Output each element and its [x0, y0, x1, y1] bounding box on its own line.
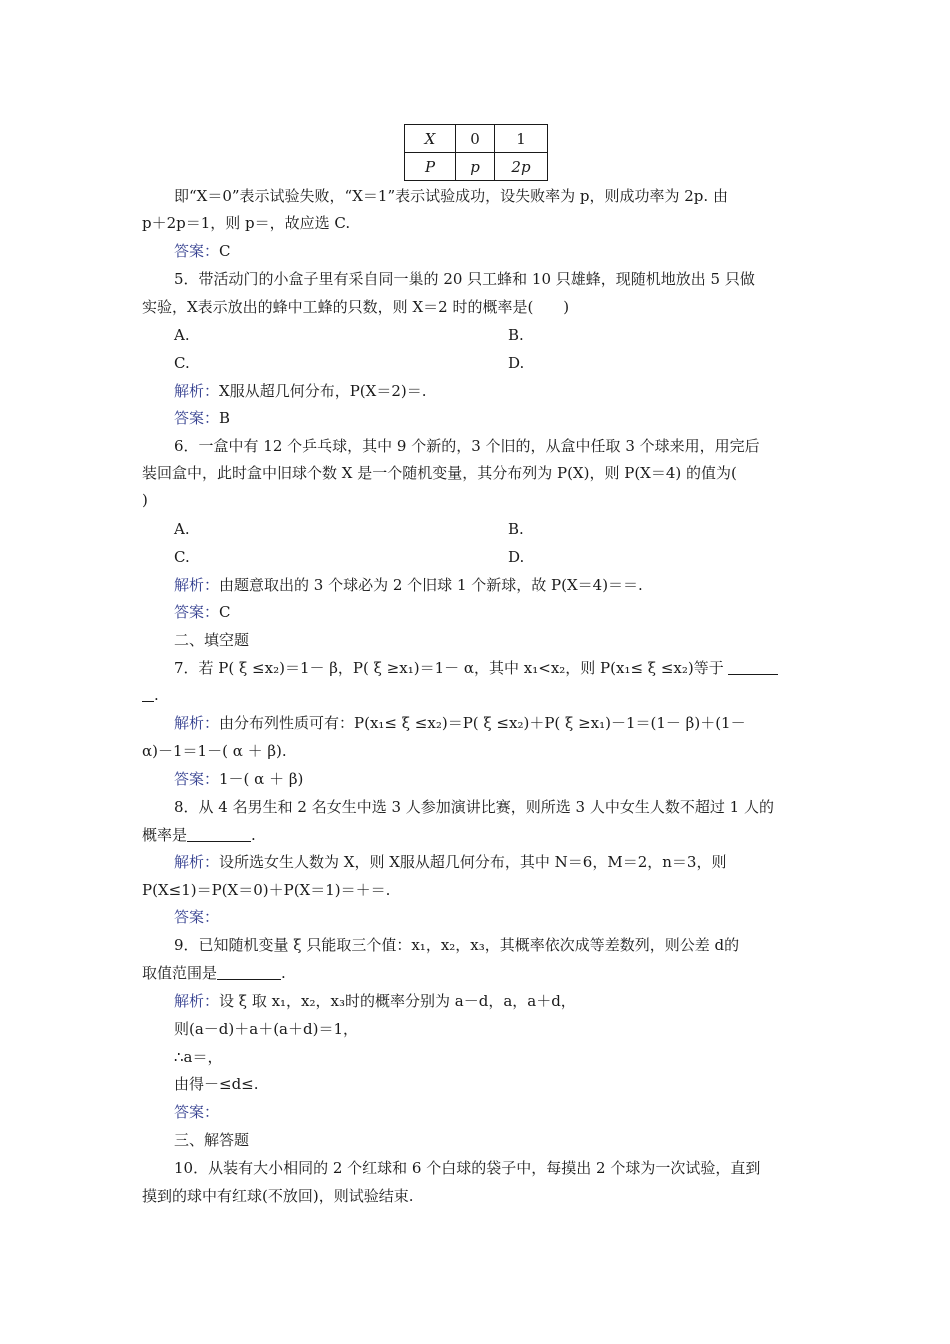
- answer-blank: [728, 660, 778, 675]
- analysis-text: 设 ξ 取 x₁，x₂，x₃时的概率分别为 a－d，a，a＋d，: [219, 992, 576, 1010]
- q5-option-a: A.: [174, 326, 190, 344]
- q7-analysis-line-1: [174, 713, 746, 733]
- table-cell: 0: [456, 125, 495, 153]
- answer-blank: [217, 965, 281, 980]
- q6-option-d: D.: [508, 548, 525, 566]
- q6-analysis: [174, 575, 643, 595]
- q9-analysis-line-3: ∴a＝，: [174, 1048, 223, 1066]
- q9-analysis-line-4: 由得－≤d≤.: [174, 1075, 259, 1093]
- q8-stem-line-2: [142, 825, 256, 845]
- analysis-text: 设所选女生人数为 X，则 X服从超几何分布，其中 N＝6，M＝2，n＝3，则: [219, 853, 727, 871]
- answer-value: 1－( α ＋ β): [219, 770, 304, 788]
- q8-stem-tail: .: [251, 826, 256, 844]
- q10-stem-line-2: 摸到的球中有红球(不放回)，则试验结束.: [142, 1187, 414, 1205]
- q9-stem-tail: .: [281, 964, 286, 982]
- q6-option-b: B.: [508, 520, 524, 538]
- q7-stem-tail: .: [154, 686, 159, 704]
- q5-analysis: [174, 381, 426, 401]
- q9-analysis-line-1: [174, 991, 576, 1011]
- answer-label: 答案：: [174, 242, 220, 260]
- q7-answer: [174, 769, 303, 789]
- q8-stem-line-1: 8．从 4 名男生和 2 名女生中选 3 人参加演讲比赛，则所选 3 人中女生人数不超过 1 人的: [174, 798, 774, 816]
- q4-text-line-1: 即“X＝0”表示试验失败，“X＝1”表示试验成功，设失败率为 p，则成功率为 2p. 由: [174, 187, 728, 205]
- table-cell: X: [405, 125, 456, 153]
- q5-option-b: B.: [508, 326, 524, 344]
- table-cell: P: [405, 153, 456, 181]
- analysis-label: 解析：: [174, 992, 220, 1010]
- q5-stem-line-2: 实验，X表示放出的蜂中工蜂的只数，则 X＝2 时的概率是( ): [142, 298, 570, 316]
- analysis-label: 解析：: [174, 714, 220, 732]
- answer-value: C: [219, 242, 231, 260]
- table-row: [405, 153, 548, 181]
- q7-stem-text: 7．若 P( ξ ≤x₂)＝1－ β，P( ξ ≥x₁)＝1－ α，其中 x₁<x₂，则 P(x₁≤ ξ ≤x₂)等于: [174, 659, 724, 677]
- q4-text-line-2: p＋2p＝1，则 p＝，故应选 C.: [142, 214, 351, 232]
- answer-blank: [187, 827, 251, 842]
- analysis-text: 由题意取出的 3 个球必为 2 个旧球 1 个新球，故 P(X＝4)＝＝.: [219, 576, 643, 594]
- distribution-table: [404, 124, 548, 181]
- analysis-label: 解析：: [174, 576, 220, 594]
- q7-analysis-line-2: α)－1＝1－( α ＋ β).: [142, 742, 287, 760]
- q8-answer-label: 答案：: [174, 908, 220, 926]
- q5-option-d: D.: [508, 354, 525, 372]
- section-heading-solve: 三、解答题: [174, 1131, 250, 1149]
- q9-answer-label: 答案：: [174, 1103, 220, 1121]
- q6-option-a: A.: [174, 520, 190, 538]
- q8-analysis-line-1: [174, 852, 726, 872]
- q5-option-c: C.: [174, 354, 190, 372]
- q8-analysis-line-2: P(X≤1)＝P(X＝0)＋P(X＝1)＝＋＝.: [142, 881, 391, 899]
- q4-answer: [174, 241, 231, 261]
- table-cell: 2p: [495, 153, 548, 181]
- analysis-label: 解析：: [174, 382, 220, 400]
- q6-stem-line-3: ): [142, 491, 148, 509]
- answer-value: C: [219, 603, 231, 621]
- q10-stem-line-1: 10．从装有大小相同的 2 个红球和 6 个白球的袋子中，每摸出 2 个球为一次试验，直到: [174, 1159, 761, 1177]
- answer-label: 答案：: [174, 770, 220, 788]
- answer-label: 答案：: [174, 409, 220, 427]
- q9-stem-line-2: [142, 963, 286, 983]
- q9-analysis-line-2: 则(a－d)＋a＋(a＋d)＝1，: [174, 1020, 358, 1038]
- q9-stem-line-1: 9．已知随机变量 ξ 只能取三个值：x₁，x₂，x₃，其概率依次成等差数列，则公差 d的: [174, 936, 740, 954]
- analysis-text: X服从超几何分布，P(X＝2)＝.: [219, 382, 427, 400]
- answer-label: 答案：: [174, 603, 220, 621]
- answer-blank: [142, 687, 154, 702]
- analysis-label: 解析：: [174, 853, 220, 871]
- table-row: [405, 125, 548, 153]
- q5-stem-line-1: 5．带活动门的小盒子里有采自同一巢的 20 只工蜂和 10 只雄蜂，现随机地放出 5 只做: [174, 270, 755, 288]
- analysis-text: 由分布列性质可有：P(x₁≤ ξ ≤x₂)＝P( ξ ≤x₂)＋P( ξ ≥x₁)－1＝(1－ β)＋(1－: [219, 714, 746, 732]
- q7-stem-line-1: [174, 658, 778, 678]
- table-cell: 1: [495, 125, 548, 153]
- q9-stem-text: 取值范围是: [142, 964, 218, 982]
- answer-value: B: [219, 409, 231, 427]
- table-cell: p: [456, 153, 495, 181]
- q7-stem-line-2: [142, 685, 159, 705]
- q5-answer: [174, 408, 230, 428]
- q6-stem-line-2: 装回盒中，此时盒中旧球个数 X 是一个随机变量，其分布列为 P(X)，则 P(X＝4) 的值为(: [142, 464, 737, 482]
- q6-answer: [174, 602, 231, 622]
- section-heading-fill-blank: 二、填空题: [174, 631, 250, 649]
- q8-stem-text: 概率是: [142, 826, 188, 844]
- q6-option-c: C.: [174, 548, 190, 566]
- q6-stem-line-1: 6．一盒中有 12 个乒乓球，其中 9 个新的，3 个旧的，从盒中任取 3 个球来用，用完后: [174, 437, 760, 455]
